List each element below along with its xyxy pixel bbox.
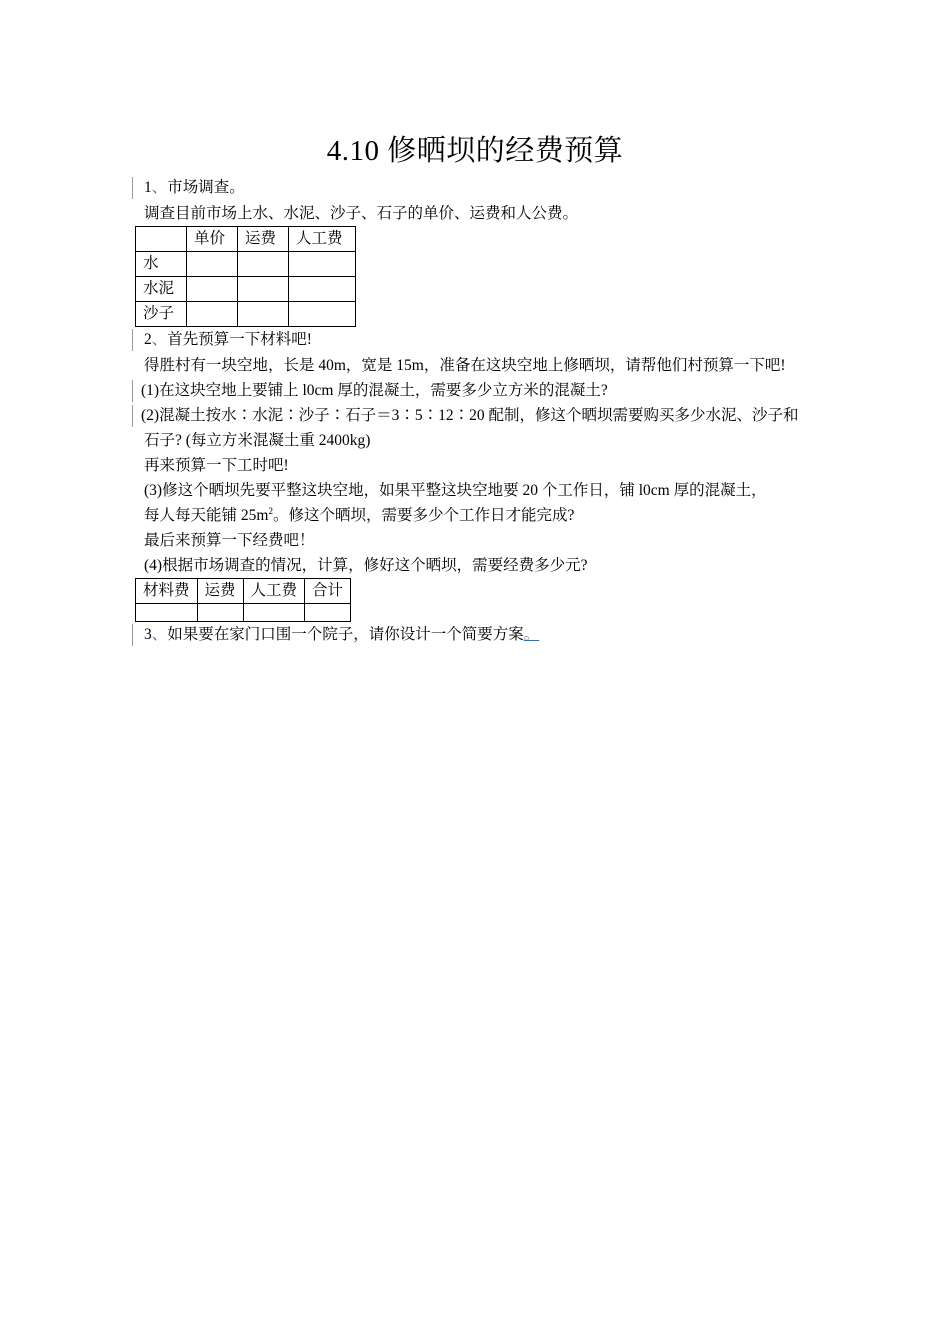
section-title: 市场调查。	[167, 179, 245, 196]
header-cell: 材料费	[136, 579, 198, 604]
section-number: 2	[144, 331, 152, 348]
question-2: (2)混凝土按水∶水泥∶沙子∶石子＝3∶5∶12∶20 配制，修这个晒坝需要购买多少水泥、沙子和	[144, 403, 824, 428]
header-cell: 合计	[305, 579, 351, 604]
empty-cell[interactable]	[197, 604, 243, 622]
superscript: 2	[268, 505, 273, 516]
section-2-heading	[144, 327, 824, 353]
empty-cell[interactable]	[289, 277, 356, 302]
question-2-continued: 石子? (每立方米混凝土重 2400kg)	[144, 432, 371, 449]
table-row	[136, 302, 356, 327]
price-survey-table	[135, 226, 356, 327]
page-title: 4.10 修晒坝的经费预算	[326, 135, 624, 167]
problem-intro: 得胜村有一块空地，长是 40m，宽是 15m，准备在这块空地上修晒坝，请帮他们村预算一下吧!	[144, 357, 786, 374]
tracked-punctuation: 、	[151, 179, 168, 196]
question-3-continued: 每人每天能铺 $25m^2$。修这个晒坝，需要多少个工作日才能完成?	[144, 505, 575, 524]
table-header-row	[136, 579, 351, 604]
change-bar	[132, 624, 133, 646]
change-bar	[132, 177, 133, 199]
question-3: (3)修这个晒坝先要平整这块空地，如果平整这块空地要 20 个工作日，铺 l0cm 厚的混凝土，	[144, 482, 767, 499]
tracked-punctuation: 、	[151, 626, 168, 643]
tracked-punctuation: 。	[523, 626, 540, 643]
empty-cell[interactable]	[238, 277, 289, 302]
cost-table	[135, 578, 351, 622]
empty-cell[interactable]	[187, 252, 238, 277]
header-cell: 运费	[197, 579, 243, 604]
header-cell: 人工费	[243, 579, 305, 604]
empty-cell[interactable]	[238, 302, 289, 327]
survey-description: 调查目前市场上水、水泥、沙子、石子的单价、运费和人公费。	[144, 205, 579, 222]
empty-cell[interactable]	[289, 252, 356, 277]
header-cell	[136, 227, 187, 252]
labor-intro: 再来预算一下工时吧!	[144, 457, 289, 474]
empty-cell[interactable]	[187, 277, 238, 302]
section-number: 1	[144, 179, 152, 196]
header-cell: 单价	[187, 227, 238, 252]
change-bar	[132, 329, 133, 351]
tracked-punctuation: 、	[151, 331, 168, 348]
worksheet-body	[141, 175, 824, 648]
section-title: 首先预算一下材料吧!	[167, 331, 312, 348]
table-row	[136, 277, 356, 302]
row-label: 水泥	[136, 277, 187, 302]
question-1: (1)在这块空地上要铺上 l0cm 厚的混凝土，需要多少立方米的混凝土?	[144, 378, 824, 403]
question-4: (4)根据市场调查的情况，计算，修好这个晒坝，需要经费多少元?	[144, 557, 588, 574]
header-cell: 运费	[238, 227, 289, 252]
empty-cell[interactable]	[305, 604, 351, 622]
row-label: 沙子	[136, 302, 187, 327]
section-number: 3	[144, 626, 152, 643]
empty-cell[interactable]	[238, 252, 289, 277]
cost-intro: 最后来预算一下经费吧！	[144, 532, 315, 549]
section-3-heading	[144, 622, 824, 648]
section-1-heading	[144, 175, 824, 201]
empty-cell[interactable]	[136, 604, 198, 622]
empty-cell[interactable]	[243, 604, 305, 622]
table-row	[136, 252, 356, 277]
table-row	[136, 604, 351, 622]
empty-cell[interactable]	[187, 302, 238, 327]
header-cell: 人工费	[289, 227, 356, 252]
row-label: 水	[136, 252, 187, 277]
change-bar	[132, 380, 133, 402]
section-text: 如果要在家门口围一个院子，请你设计一个简要方案	[167, 626, 524, 643]
change-bar	[132, 405, 133, 427]
table-header-row	[136, 227, 356, 252]
empty-cell[interactable]	[289, 302, 356, 327]
